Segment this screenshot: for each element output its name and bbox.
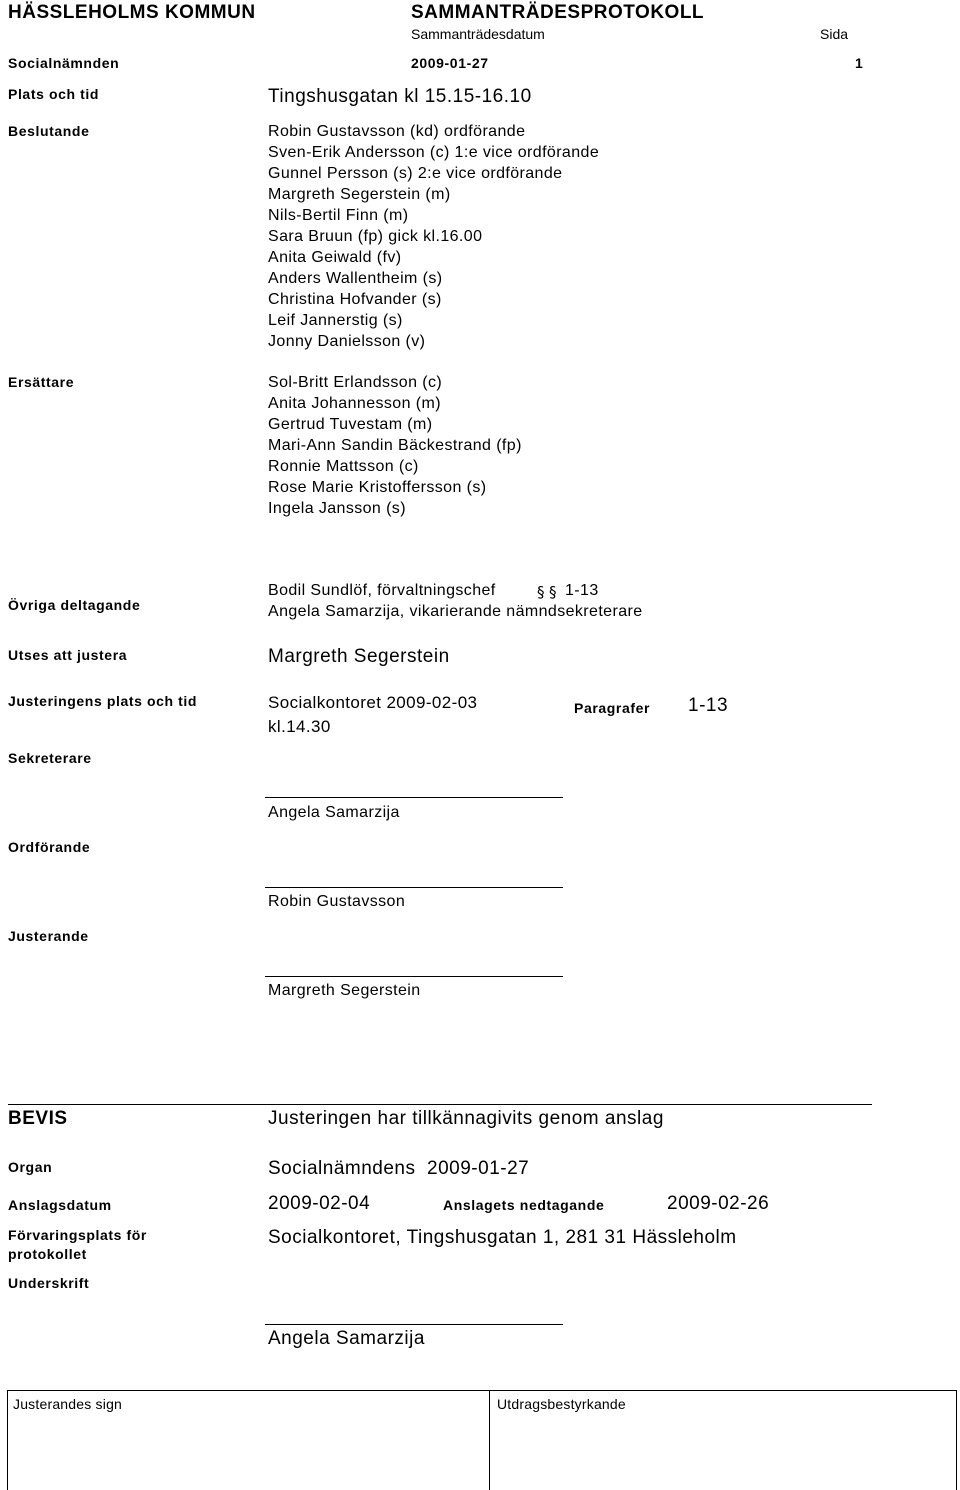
bevis-signature-name: Angela Samarzija — [268, 1328, 425, 1349]
member-item: Sven-Erik Andersson (c) 1:e vice ordförande — [268, 144, 600, 161]
page-label: Sida — [820, 26, 849, 42]
secretary-signature-line — [265, 797, 563, 798]
substitutes-list — [268, 372, 522, 519]
svg-text:§: § — [537, 583, 545, 600]
adjuster-name: Margreth Segerstein — [268, 982, 421, 999]
signature-label: Underskrift — [8, 1275, 90, 1291]
substitute-item: Mari-Ann Sandin Bäckestrand (fp) — [268, 437, 522, 454]
member-item: Sara Bruun (fp) gick kl.16.00 — [268, 228, 483, 245]
other-participants-label: Övriga deltagande — [8, 597, 141, 613]
document-type-title: SAMMANTRÄDESPROTOKOLL — [411, 2, 705, 23]
paragraphs-value: 1-13 — [688, 695, 729, 716]
meeting-date-label: Sammanträdesdatum — [411, 26, 545, 42]
posting-date-label: Anslagsdatum — [8, 1197, 112, 1213]
excerpt-certification-label: Utdragsbestyrkande — [497, 1396, 626, 1412]
bevis-statement: Justeringen har tillkännagivits genom anslag — [268, 1108, 664, 1129]
paragraph-mark-icon — [549, 583, 557, 600]
substitutes-label: Ersättare — [8, 374, 75, 390]
paragraphs-label: Paragrafer — [574, 700, 651, 716]
substitute-item: Ingela Jansson (s) — [268, 500, 406, 517]
bevis-title: BEVIS — [8, 1108, 68, 1129]
storage-value: Socialkontoret, Tingshusgatan 1, 281 31 Hässleholm — [268, 1227, 737, 1248]
member-item: Anders Wallentheim (s) — [268, 270, 443, 287]
posting-date-value: 2009-02-04 — [268, 1193, 371, 1214]
member-item: Robin Gustavsson (kd) ordförande — [268, 123, 526, 140]
other-participant-1-range: 1-13 — [565, 582, 599, 599]
member-item: Gunnel Persson (s) 2:e vice ordförande — [268, 165, 563, 182]
adjuster-selected-label: Utses att justera — [8, 647, 128, 663]
secretary-name: Angela Samarzija — [268, 804, 400, 821]
adjustment-label: Justeringens plats och tid — [8, 693, 198, 709]
member-item: Margreth Segerstein (m) — [268, 186, 451, 203]
footer-divider — [489, 1390, 490, 1490]
meeting-date: 2009-01-27 — [411, 55, 489, 71]
bevis-signature-line — [265, 1324, 563, 1325]
committee-name: Socialnämnden — [8, 55, 120, 71]
chair-label: Ordförande — [8, 839, 91, 855]
member-item: Christina Hofvander (s) — [268, 291, 442, 308]
member-item: Leif Jannerstig (s) — [268, 312, 403, 329]
adjuster-sign-label: Justerandes sign — [13, 1396, 123, 1412]
substitute-item: Rose Marie Kristoffersson (s) — [268, 479, 487, 496]
storage-label-line2: protokollet — [8, 1246, 87, 1262]
chair-name: Robin Gustavsson — [268, 893, 406, 910]
adjuster-signature-line — [265, 976, 563, 977]
member-item: Anita Geiwald (fv) — [268, 249, 402, 266]
adjustment-time: kl.14.30 — [268, 717, 331, 736]
removal-date-label: Anslagets nedtagande — [443, 1197, 605, 1213]
municipality-title: HÄSSLEHOLMS KOMMUN — [8, 2, 256, 23]
substitute-item: Anita Johannesson (m) — [268, 395, 441, 412]
member-item: Nils-Bertil Finn (m) — [268, 207, 409, 224]
secretary-label: Sekreterare — [8, 750, 92, 766]
place-time-label: Plats och tid — [8, 86, 100, 102]
paragraph-mark-icon — [537, 583, 545, 600]
adjuster-label: Justerande — [8, 928, 89, 944]
bevis-top-rule — [8, 1104, 872, 1105]
footer-box — [7, 1390, 957, 1490]
other-participant-1: Bodil Sundlöf, förvaltningschef — [268, 582, 496, 599]
storage-label-line1: Förvaringsplats för — [8, 1227, 147, 1243]
decision-makers-label: Beslutande — [8, 123, 90, 139]
adjustment-place-date: Socialkontoret 2009-02-03 — [268, 693, 478, 712]
removal-date-value: 2009-02-26 — [667, 1193, 770, 1214]
place-time-value: Tingshusgatan kl 15.15-16.10 — [268, 86, 532, 107]
substitute-item: Ronnie Mattsson (c) — [268, 458, 419, 475]
substitute-item: Sol-Britt Erlandsson (c) — [268, 374, 443, 391]
chair-signature-line — [265, 887, 563, 888]
substitute-item: Gertrud Tuvestam (m) — [268, 416, 433, 433]
organ-value: Socialnämndens 2009-01-27 — [268, 1158, 530, 1179]
member-item: Jonny Danielsson (v) — [268, 333, 426, 350]
svg-text:§: § — [549, 583, 557, 600]
decision-makers-list — [268, 121, 599, 352]
page-number: 1 — [855, 55, 864, 71]
organ-label: Organ — [8, 1159, 53, 1175]
adjuster-selected-value: Margreth Segerstein — [268, 646, 450, 667]
other-participant-2: Angela Samarzija, vikarierande nämndsekreterare — [268, 603, 643, 620]
